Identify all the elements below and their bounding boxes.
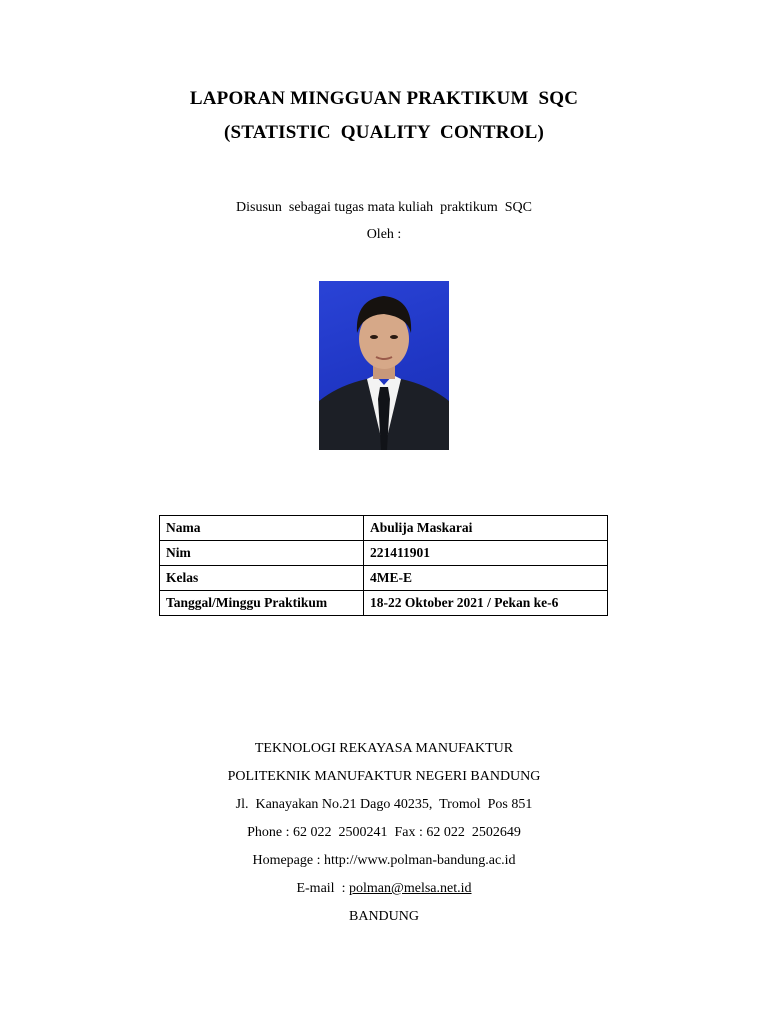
table-row — [160, 566, 608, 591]
report-title: LAPORAN MINGGUAN PRAKTIKUM SQC — [189, 88, 579, 109]
author-heading: Oleh : — [366, 227, 402, 242]
email-label: E-mail : — [296, 881, 349, 896]
row-value: 4ME-E — [364, 566, 608, 591]
address: Jl. Kanayakan No.21 Dago 40235, Tromol Pos 851 — [235, 797, 533, 812]
table-row — [160, 516, 608, 541]
report-subtitle: (STATISTIC QUALITY CONTROL) — [223, 122, 545, 143]
table-row — [160, 541, 608, 566]
row-label: Nim — [160, 541, 364, 566]
row-value: Abulija Maskarai — [364, 516, 608, 541]
student-info-table — [159, 515, 608, 616]
phone-fax: Phone : 62 022 2500241 Fax : 62 022 2502649 — [247, 825, 521, 840]
institution-name: POLITEKNIK MANUFAKTUR NEGERI BANDUNG — [227, 769, 541, 784]
row-label: Kelas — [160, 566, 364, 591]
row-label: Tanggal/Minggu Praktikum — [160, 591, 364, 616]
row-label: Nama — [160, 516, 364, 541]
city: BANDUNG — [349, 909, 419, 924]
program-name: TEKNOLOGI REKAYASA MANUFAKTUR — [254, 741, 514, 756]
row-value: 18-22 Oktober 2021 / Pekan ke-6 — [364, 591, 608, 616]
purpose-text: Disusun sebagai tugas mata kuliah praktikum SQC — [236, 200, 532, 215]
row-value: 221411901 — [364, 541, 608, 566]
student-photo — [319, 281, 449, 450]
table-row — [160, 591, 608, 616]
homepage: Homepage : http://www.polman-bandung.ac.id — [252, 853, 516, 868]
email-line — [0, 881, 768, 897]
email-link[interactable]: polman@melsa.net.id — [348, 881, 472, 896]
portrait-icon — [319, 281, 449, 450]
